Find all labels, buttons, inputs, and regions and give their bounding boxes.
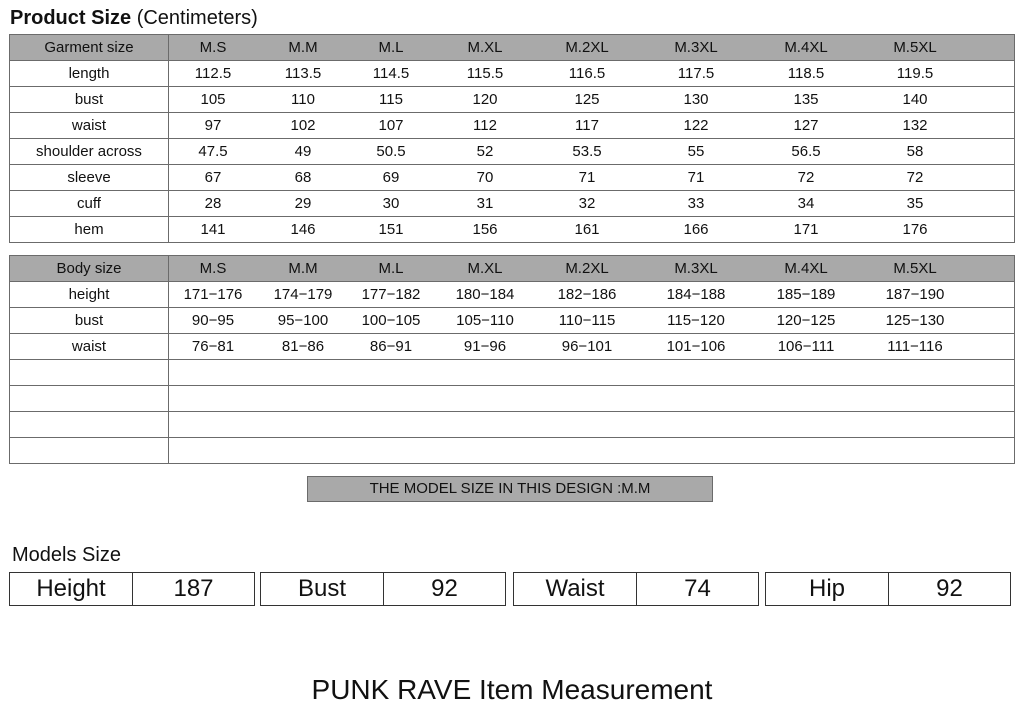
size-value: 32 [578,195,596,212]
size-value: 81−86 [281,338,325,355]
table-row [10,165,1015,191]
size-value: 122 [683,117,709,134]
row-label: waist [10,334,169,360]
size-value: 177−182 [361,286,421,303]
size-value: 95−100 [277,312,329,329]
size-value: 71 [578,169,596,186]
row-values [169,334,1015,360]
table-row [10,412,1015,438]
size-value: 105 [200,91,226,108]
size-value: 116.5 [568,65,606,82]
size-value: 34 [797,195,815,212]
model-height-label: Height [10,573,133,605]
size-value: 33 [687,195,705,212]
row-label: hem [10,217,169,243]
table-row [10,191,1015,217]
table-row [10,113,1015,139]
model-bust-value: 92 [431,575,458,602]
row-values [169,256,1015,282]
size-value: 97 [204,117,222,134]
row-values [169,282,1015,308]
row-label: bust [10,87,169,113]
size-value: 130 [683,91,709,108]
size-value: 106−111 [777,338,835,355]
table-row [10,87,1015,113]
page-title [10,7,258,30]
table-row [10,139,1015,165]
size-value: 96−101 [561,338,613,355]
size-value: 176 [902,221,928,238]
row-label: length [10,61,169,87]
size-value: 76−81 [191,338,235,355]
row-label: cuff [10,191,169,217]
size-value: 68 [294,169,312,186]
size-value: 140 [902,91,928,108]
size-value: 86−91 [369,338,413,355]
size-value: 182−186 [557,286,617,303]
row-values [169,386,1015,412]
garment-size-table [9,34,1015,243]
size-value: 166 [683,221,709,238]
row-values [169,61,1015,87]
row-values [169,438,1015,464]
size-value: 100−105 [361,312,421,329]
size-value: 70 [476,169,494,186]
size-header: M.4XL [784,260,828,277]
row-label [10,438,169,464]
size-header: M.2XL [565,260,609,277]
size-value: 115.5 [466,65,504,82]
row-values [169,139,1015,165]
size-value: 56.5 [791,143,821,160]
size-value: 55 [687,143,705,160]
model-waist-box [513,572,759,606]
model-hip-label: Hip [766,573,889,605]
size-header: M.4XL [784,39,828,56]
table-header-label: Body size [10,256,169,282]
size-value: 53.5 [572,143,602,160]
title-unit: (Centimeters) [136,7,258,29]
size-value: 111−116 [887,338,943,355]
size-value: 185−189 [776,286,836,303]
size-value: 114.5 [372,65,410,82]
size-value: 35 [906,195,924,212]
row-label: bust [10,308,169,334]
size-value: 125−130 [885,312,945,329]
table-row [10,308,1015,334]
size-header: M.XL [467,39,503,56]
model-height-value: 187 [173,575,214,602]
size-value: 28 [204,195,222,212]
size-value: 125 [574,91,600,108]
table-row [10,61,1015,87]
size-value: 112 [473,117,497,134]
model-hip-value: 92 [936,575,963,602]
size-value: 118.5 [787,65,825,82]
size-value: 127 [793,117,819,134]
size-value: 180−184 [455,286,515,303]
size-value: 115−120 [667,312,725,329]
size-value: 50.5 [376,143,406,160]
size-value: 132 [902,117,928,134]
size-value: 72 [797,169,815,186]
size-header: M.3XL [674,260,718,277]
size-value: 135 [793,91,819,108]
table-row [10,360,1015,386]
size-value: 117.5 [677,65,715,82]
size-value: 67 [204,169,222,186]
table-header-row [10,256,1015,282]
size-value: 171 [793,221,819,238]
size-header: M.5XL [893,39,937,56]
size-value: 184−188 [666,286,726,303]
size-value: 107 [378,117,404,134]
size-value: 102 [290,117,316,134]
size-value: 115 [379,91,403,108]
size-value: 71 [687,169,705,186]
row-values [169,165,1015,191]
size-value: 110 [291,91,315,108]
size-value: 72 [906,169,924,186]
row-label: height [10,282,169,308]
model-bust-box [260,572,506,606]
size-value: 161 [574,221,600,238]
size-value: 117 [575,117,599,134]
size-value: 120−125 [776,312,836,329]
table-header-label: Garment size [10,35,169,61]
size-value: 29 [294,195,312,212]
size-value: 156 [472,221,498,238]
size-header: M.2XL [565,39,609,56]
row-values [169,360,1015,386]
models-size-title: Models Size [12,544,121,566]
size-header: M.XL [467,260,503,277]
table-header-row [10,35,1015,61]
table-row [10,386,1015,412]
body-size-table [9,255,1015,464]
size-value: 151 [378,221,404,238]
size-header: M.L [378,39,404,56]
size-value: 141 [200,221,226,238]
size-value: 58 [906,143,924,160]
row-label [10,360,169,386]
size-value: 112.5 [194,65,232,82]
size-header: M.L [378,260,404,277]
size-value: 91−96 [463,338,507,355]
size-value: 49 [294,143,312,160]
size-value: 47.5 [198,143,228,160]
size-value: 105−110 [456,312,514,329]
row-values [169,217,1015,243]
size-value: 187−190 [885,286,945,303]
size-header: M.M [288,39,318,56]
size-value: 52 [476,143,494,160]
model-size-banner: THE MODEL SIZE IN THIS DESIGN :M.M [307,476,713,502]
row-label: shoulder across [10,139,169,165]
size-value: 101−106 [666,338,726,355]
table-row [10,438,1015,464]
model-hip-box [765,572,1011,606]
row-label [10,386,169,412]
footer-title: PUNK RAVE Item Measurement [311,674,713,705]
table-row [10,282,1015,308]
table-row [10,334,1015,360]
row-label [10,412,169,438]
model-waist-value: 74 [684,575,711,602]
row-values [169,412,1015,438]
size-value: 171−176 [183,286,243,303]
size-value: 69 [382,169,400,186]
model-height-box [9,572,255,606]
size-header: M.3XL [674,39,718,56]
size-value: 120 [472,91,498,108]
size-header: M.S [199,260,227,277]
row-values [169,113,1015,139]
size-value: 119.5 [896,65,934,82]
row-values [169,35,1015,61]
model-bust-label: Bust [261,573,384,605]
size-value: 110−115 [558,312,616,329]
size-header: M.S [199,39,227,56]
size-value: 146 [290,221,316,238]
model-waist-label: Waist [514,573,637,605]
size-value: 31 [476,195,494,212]
size-value: 113.5 [284,65,322,82]
row-label: waist [10,113,169,139]
size-value: 90−95 [191,312,235,329]
row-values [169,308,1015,334]
row-values [169,87,1015,113]
row-values [169,191,1015,217]
size-header: M.M [288,260,318,277]
size-value: 174−179 [273,286,333,303]
size-value: 30 [382,195,400,212]
row-label: sleeve [10,165,169,191]
table-row [10,217,1015,243]
title-main: Product Size [10,7,132,29]
size-header: M.5XL [893,260,937,277]
